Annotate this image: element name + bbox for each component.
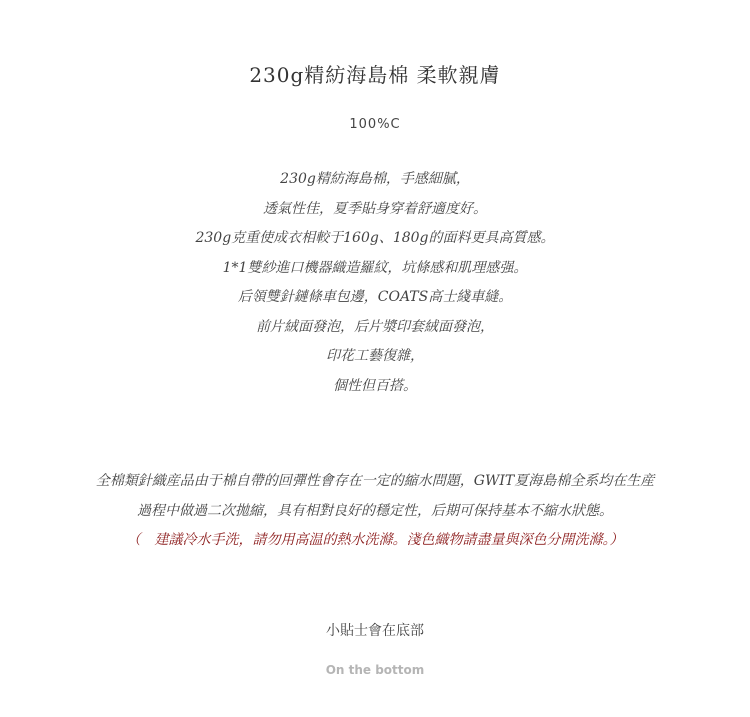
shrinkage-notice (0, 467, 750, 556)
feature-line: 個性但百搭。 (333, 377, 417, 394)
notice-line: 全棉類針織産品由于棉自帶的回彈性會存在一定的縮水問題，GWIT夏海島棉全系均在生産 (95, 473, 655, 489)
feature-line: 230g精紡海島棉，手感細膩， (280, 171, 470, 187)
washing-warning: （ 建議冷水手洗，請勿用高温的熱水洗滌。淺色織物請盡量與深色分開洗滌。） (126, 532, 624, 548)
feature-line: 前片絨面發泡，后片漿印套絨面發泡， (256, 318, 494, 335)
feature-line: 230g克重使成衣相較于160g、180g的面料更具高質感。 (195, 230, 555, 246)
page-title: 230g精紡海島棉 柔軟親膚 (249, 63, 501, 87)
feature-line: 后領雙針鏈條車包邊，COATS高士綫車縫。 (237, 289, 513, 305)
feature-line: 透氣性佳，夏季貼身穿着舒適度好。 (263, 200, 487, 217)
notice-line: 過程中做過二次拋縮，具有相對良好的穩定性，后期可保持基本不縮水狀態。 (137, 502, 613, 519)
tips-label: 小貼士會在底部 (326, 623, 424, 639)
on-the-bottom-label: On the bottom (325, 663, 425, 677)
feature-line: 印花工藝復雜， (326, 348, 424, 364)
feature-list (0, 165, 750, 401)
material-composition: 100%C (349, 117, 401, 132)
feature-line: 1*1雙紗進口機器織造羅紋，坑條感和肌理感强。 (222, 259, 528, 276)
